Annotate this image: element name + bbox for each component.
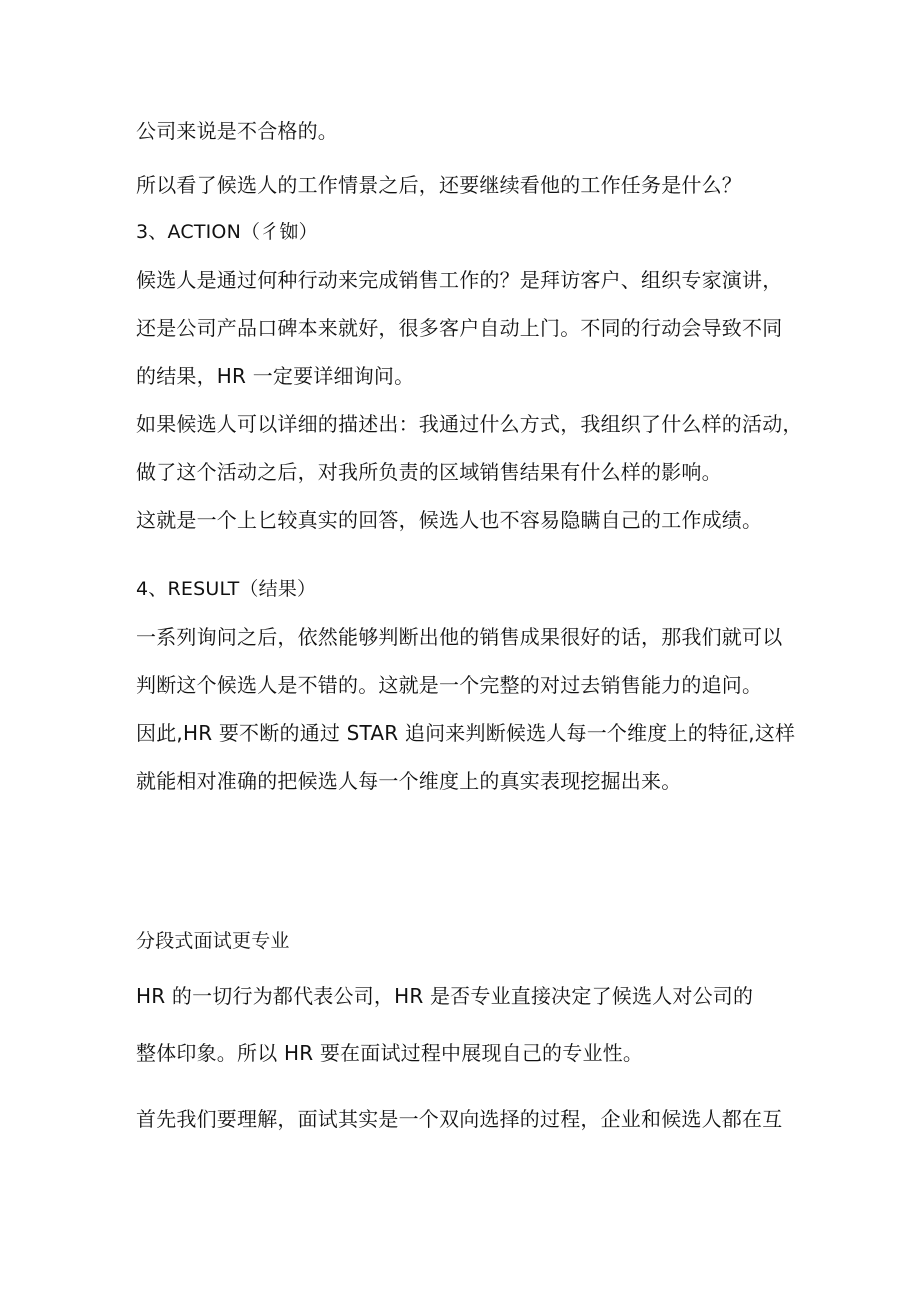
paragraph-line: 的结果，HR 一定要详细询问。 (136, 364, 415, 388)
paragraph-line: 就能相对准确的把候选人每一个维度上的真实表现挖掘出来。 (136, 769, 682, 793)
paragraph-line: 公司来说是不合格的。 (136, 119, 338, 143)
paragraph-line: 判断这个候选人是不错的。这就是一个完整的对过去销售能力的追问。 (136, 673, 763, 697)
paragraph-line: 整体印象。所以 HR 要在面试过程中展现自己的专业性。 (136, 1041, 644, 1065)
paragraph-line: 一系列询问之后，依然能够判断出他的销售成果很好的话，那我们就可以 (136, 625, 783, 649)
section-heading-segmented-interview: 分段式面试更专业 (136, 930, 290, 952)
paragraph-line: HR 的一切行为都代表公司，HR 是否专业直接决定了候选人对公司的 (136, 984, 754, 1008)
paragraph-line: 首先我们要理解，面试其实是一个双向选择的过程，企业和候选人都在互 (136, 1107, 783, 1131)
section-heading-result: 4、RESULT（结果） (136, 578, 317, 600)
paragraph-line: 候选人是通过何种行动来完成销售工作的？是拜访客户、组织专家演讲， (136, 268, 783, 292)
paragraph-line: 做了这个活动之后，对我所负责的区域销售结果有什么样的影响。 (136, 460, 722, 484)
paragraph-line: 所以看了候选人的工作情景之后，还要继续看他的工作任务是什么？ (136, 173, 742, 197)
paragraph-line: 这就是一个上匕较真实的回答，候选人也不容易隐瞒自己的工作成绩。 (136, 508, 763, 532)
paragraph-line: 因此,HR 要不断的通过 STAR 追问来判断候选人每一个维度上的特征,这样 (136, 721, 796, 745)
section-heading-action: 3、ACTION（彳铷） (136, 221, 318, 243)
paragraph-line: 还是公司产品口碑本来就好，很多客户自动上门。不同的行动会导致不同 (136, 316, 783, 340)
paragraph-line: 如果候选人可以详细的描述出：我通过什么方式，我组织了什么样的活动， (136, 412, 803, 436)
